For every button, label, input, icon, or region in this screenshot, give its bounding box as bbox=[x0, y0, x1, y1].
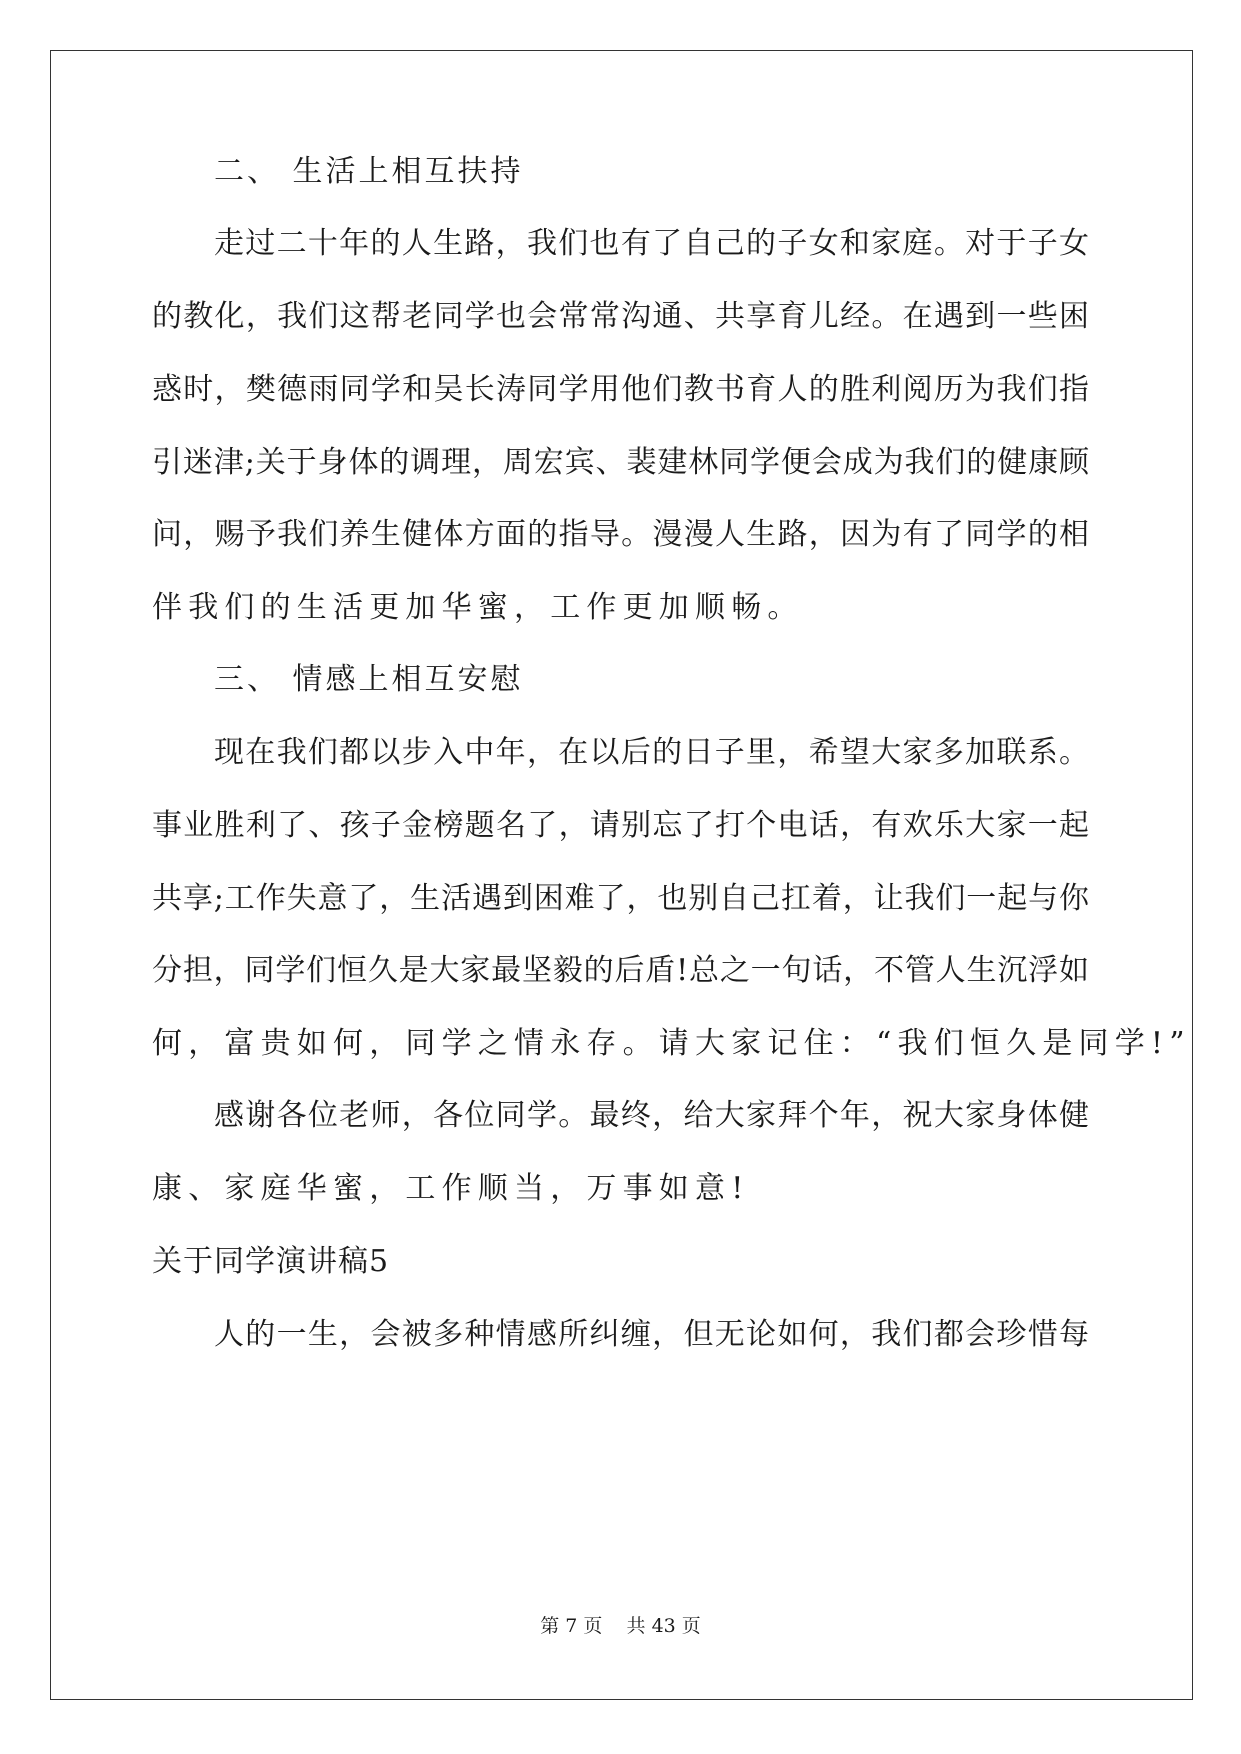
paragraph-line: 问，赐予我们养生健体方面的指导。漫漫人生路，因为有了同学的相 bbox=[152, 517, 1089, 552]
paragraph-line: 现在我们都以步入中年，在以后的日子里，希望大家多加联系。 bbox=[214, 735, 1089, 770]
paragraph-line: 人的一生，会被多种情感所纠缠，但无论如何，我们都会珍惜每 bbox=[214, 1317, 1089, 1352]
section-heading-3: 三、 情感上相互安慰 bbox=[214, 662, 524, 697]
paragraph-line: 事业胜利了、孩子金榜题名了，请别忘了打个电话，有欢乐大家一起 bbox=[152, 808, 1089, 843]
page-number: 第 7 页 共 43 页 bbox=[540, 1615, 701, 1637]
section-heading-2: 二、 生活上相互扶持 bbox=[214, 154, 524, 189]
paragraph-line: 惑时，樊德雨同学和吴长涛同学用他们教书育人的胜利阅历为我们指 bbox=[152, 372, 1089, 407]
paragraph-line: 的教化，我们这帮老同学也会常常沟通、共享育儿经。在遇到一些困 bbox=[152, 299, 1089, 334]
paragraph-line: 感谢各位老师，各位同学。最终，给大家拜个年，祝大家身体健 bbox=[214, 1098, 1089, 1133]
paragraph-line: 引迷津;关于身体的调理，周宏宾、裴建林同学便会成为我们的健康顾 bbox=[152, 445, 1089, 480]
paragraph-line: 伴我们的生活更加华蜜，工作更加顺畅。 bbox=[152, 590, 804, 625]
section-title: 关于同学演讲稿5 bbox=[152, 1244, 390, 1279]
paragraph-line: 共享;工作失意了，生活遇到困难了，也别自己扛着，让我们一起与你 bbox=[152, 881, 1089, 916]
paragraph-line: 走过二十年的人生路，我们也有了自己的子女和家庭。对于子女 bbox=[214, 226, 1089, 261]
paragraph-line: 康、家庭华蜜，工作顺当，万事如意! bbox=[152, 1171, 750, 1206]
paragraph-line: 分担，同学们恒久是大家最坚毅的后盾!总之一句话，不管人生沉浮如 bbox=[152, 953, 1089, 988]
paragraph-line: 何，富贵如何，同学之情永存。请大家记住：“我们恒久是同学!” bbox=[152, 1026, 1191, 1061]
